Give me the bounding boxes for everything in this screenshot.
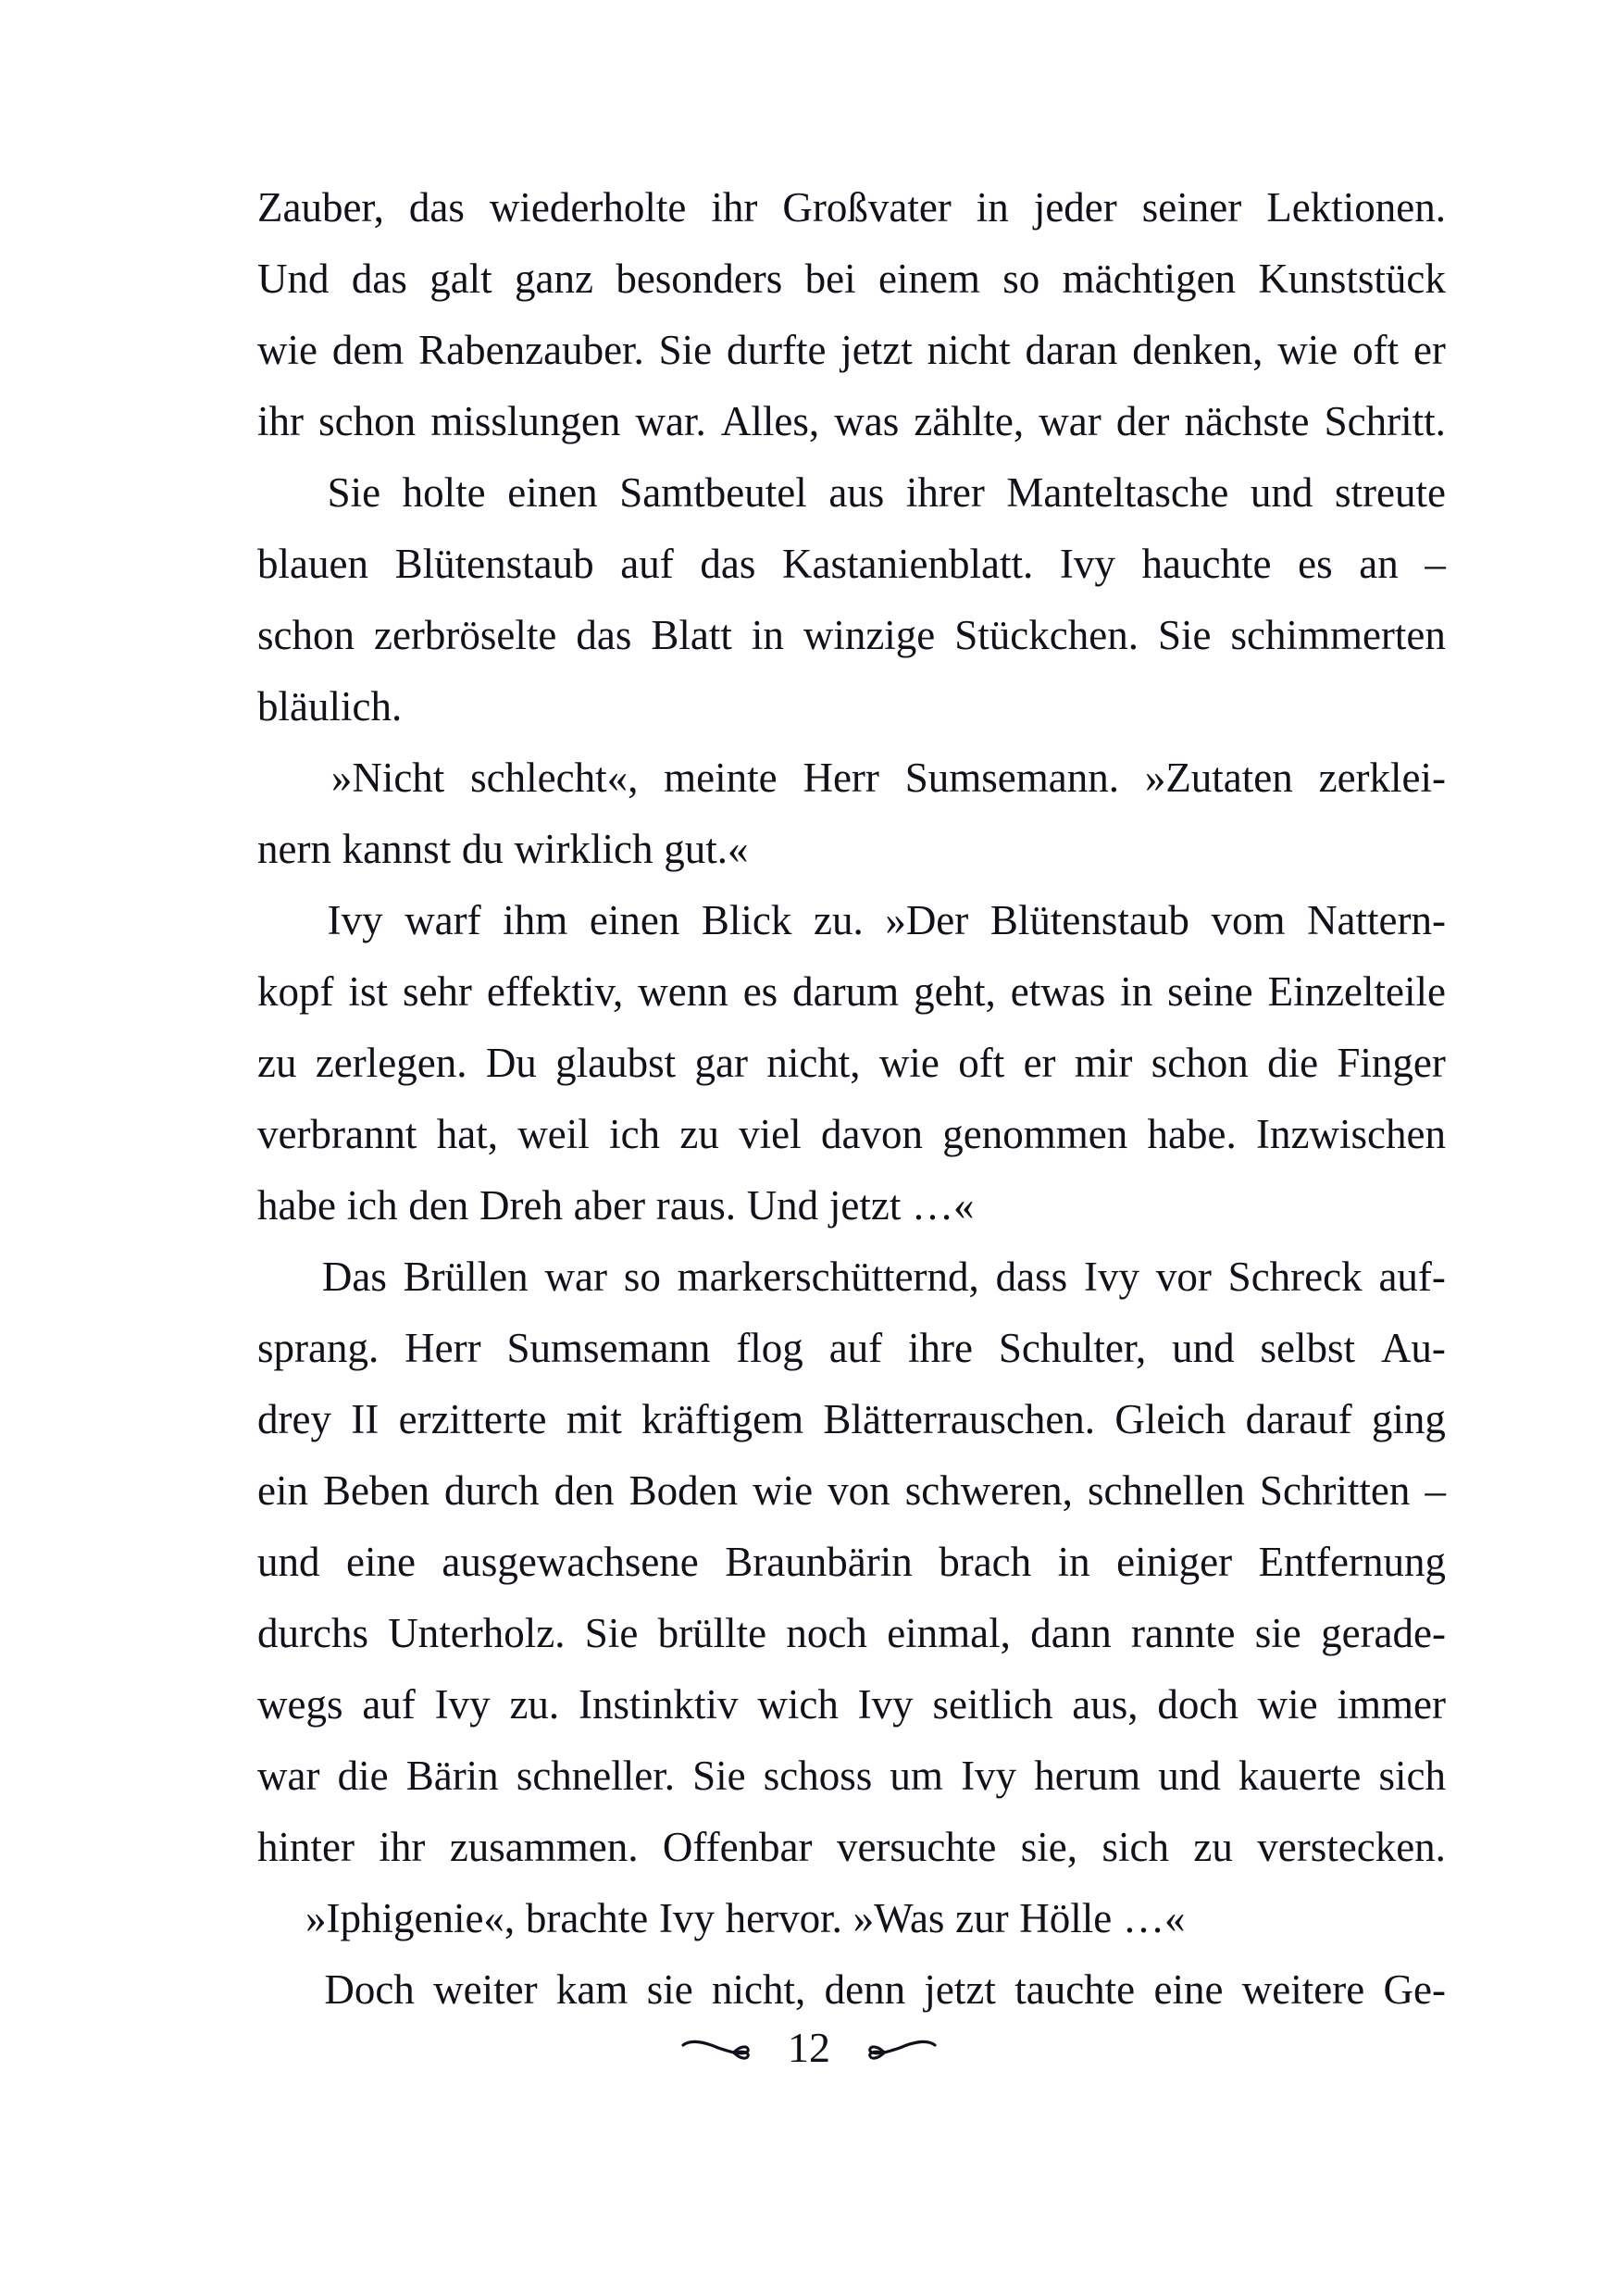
word: Schreck [1227,1254,1363,1300]
word: war [544,1254,607,1300]
word: Schritten [1259,1467,1411,1514]
word: zu [1193,1824,1233,1870]
word: denn [824,1966,906,2013]
word: Ivy [961,1753,1017,1799]
word: schimmerten [1230,612,1446,658]
word: kauerte [1238,1753,1362,1799]
word: Ivy [658,1895,715,1941]
word: kopf [257,968,334,1015]
word: Ivy [1083,1254,1139,1300]
paragraph [257,742,1446,885]
word: »Zutaten [1144,755,1293,801]
word: oft [1352,327,1400,373]
word: zu. [509,1681,560,1728]
word: noch [786,1610,867,1656]
word: dass [995,1254,1068,1300]
word: effektiv, [486,968,624,1015]
word: es [1298,541,1333,587]
text-line [257,742,1446,814]
word: einiger [1116,1539,1233,1585]
word: schlecht«, [470,755,639,801]
word: Einzelteile [1267,968,1446,1015]
word: Das [321,1254,387,1300]
word: durfte [727,327,827,373]
word: raus. [655,1182,736,1229]
word: hauchte [1141,541,1272,587]
word: den [408,1182,469,1229]
word: »Der [885,897,969,943]
text-line [257,529,1446,600]
word: Herr [404,1325,481,1371]
word: was [834,398,900,444]
text-line [257,1384,1446,1455]
word: Hölle [1019,1895,1113,1941]
flourish-swash-right-icon [865,2032,937,2064]
word: ausgewachsene [442,1539,699,1585]
word: Schritt. [1324,398,1446,444]
word: II [351,1396,380,1442]
text-line [257,1170,1446,1242]
word: schon [257,612,355,658]
word: Du [485,1040,537,1086]
word: Blütenstaub [989,897,1189,943]
word: das [408,184,465,231]
word: Beben [323,1467,429,1514]
word: verbrannt [257,1111,417,1157]
word: weiter [433,1966,538,2013]
page-footer [0,2024,1618,2069]
text-line [257,1242,1446,1313]
word: war. [635,398,706,444]
text-line [257,1741,1446,1812]
word: viel [739,1111,802,1157]
word: darauf [1245,1396,1352,1442]
word: ihrer [905,469,985,516]
text-line [257,315,1446,386]
word: Braunbärin [725,1539,913,1585]
word: jetzt [840,327,913,373]
text-line [257,885,1446,956]
word: schon [1151,1040,1249,1086]
text-line [257,1954,1446,2026]
text-line [257,1669,1446,1741]
word: Blätterrauschen. [823,1396,1096,1442]
word: ganz [515,256,593,302]
word: besonders [616,256,783,302]
word: habe. [1147,1111,1237,1157]
word: Bärin [405,1753,499,1799]
word: ist [348,968,388,1015]
word: das [351,256,407,302]
word: kam [555,1966,629,2013]
word: sich [1378,1753,1446,1799]
word: wiederholte [489,184,687,231]
word: war [257,1753,320,1799]
text-line [257,1527,1446,1598]
word: Brüllen [403,1254,529,1300]
word: zählte, [914,398,1025,444]
word: jetzt [828,1182,902,1229]
paragraph [257,1242,1446,1883]
word: er [1413,327,1446,373]
word: dann [1030,1610,1112,1656]
word: Herr [803,755,879,801]
word: Manteltasche [1006,469,1229,516]
text-line [257,671,1446,742]
word: einen [589,897,680,943]
word: sehr [402,968,472,1015]
word: ein [257,1467,308,1514]
word: gut.« [664,826,749,872]
word: der [1115,398,1170,444]
word: du [461,826,504,872]
word: weitere [1241,1966,1365,2013]
word: wenn [638,968,728,1015]
word: nicht [927,327,1011,373]
word: streute [1334,469,1446,516]
word: Schulter, [998,1325,1147,1371]
word: Ivy [327,897,383,943]
word: Und [257,256,330,302]
word: mit [566,1396,622,1442]
word: Entfernung [1258,1539,1446,1585]
paragraph [257,172,1446,457]
word: Sie [584,1610,639,1656]
word: Nattern- [1307,897,1446,943]
word: vom [1211,897,1286,943]
word: »Iphigenie«, [305,1895,516,1941]
word: einen [507,469,598,516]
word: er [1023,1040,1056,1086]
word: Inzwischen [1256,1111,1446,1157]
word: eine [345,1539,416,1585]
word: ging [1371,1396,1446,1442]
word: nicht, [766,1040,861,1086]
word: Offenbar [662,1824,813,1870]
word: und [257,1539,320,1585]
word: Kastanienblatt. [782,541,1034,587]
word: verstecken. [1257,1824,1446,1870]
word: jeder [1033,184,1117,231]
word: nächste [1184,398,1310,444]
word: Rabenzauber. [418,327,644,373]
word: Instinktiv [579,1681,739,1728]
word: Blatt [651,612,732,658]
word: hervor. [725,1895,842,1941]
word: schoss [763,1753,873,1799]
text-line [257,600,1446,671]
word: war [1039,398,1101,444]
word: gerade- [1321,1610,1446,1656]
text-line [257,386,1446,457]
word: – [1425,541,1446,587]
word: …« [912,1182,975,1229]
word: zu [679,1111,719,1157]
flourish-swash-left-icon [681,2032,753,2064]
paragraph [257,885,1446,1242]
word: ihm [503,897,568,943]
word: kannst [342,826,452,872]
word: Finger [1337,1040,1446,1086]
word: von [828,1467,890,1514]
word: schon [318,398,417,444]
word: wie [753,1467,814,1514]
word: Blütenstaub [394,541,594,587]
word: immer [1337,1681,1446,1728]
word: holte [402,469,486,516]
word: wie [878,1040,940,1086]
text-line [257,1313,1446,1384]
word: nicht, [712,1966,806,2013]
word: in [976,184,1009,231]
word: hinter [257,1824,355,1870]
word: nern [257,826,331,872]
word: vor [1155,1254,1212,1300]
word: markerschütternd, [677,1254,979,1300]
word: zerlegen. [315,1040,467,1086]
word: denken, [1132,327,1263,373]
word: zur [955,1895,1009,1941]
word: kräftigem [641,1396,804,1442]
word: das [576,612,632,658]
word: Alles, [720,398,820,444]
word: eine [1153,1966,1224,2013]
word: winzige [803,612,936,658]
text-line [257,956,1446,1028]
word: seiner [1141,184,1242,231]
word: – [1425,1467,1446,1514]
text-line [257,1598,1446,1669]
word: in [751,612,784,658]
word: die [337,1753,389,1799]
text-line [257,457,1446,529]
text-line [257,1099,1446,1170]
page-number: 12 [788,2023,830,2071]
word: Sie [692,1753,746,1799]
word: zu [257,1040,297,1086]
word: aber [573,1182,646,1229]
word: brüllte [657,1610,767,1656]
word: sie [646,1966,693,2013]
word: Boden [629,1467,739,1514]
word: auf [620,541,674,587]
word: galt [429,256,492,302]
paragraph [257,457,1446,742]
word: …« [1122,1895,1186,1941]
word: Kunststück [1258,256,1446,302]
word: hat, [436,1111,498,1157]
word: durchs [257,1610,368,1656]
word: um [890,1753,943,1799]
text-line [257,1455,1446,1527]
word: schneller. [516,1753,676,1799]
word: Ge- [1383,1966,1446,2013]
word: mir [1074,1040,1133,1086]
word: so [623,1254,661,1300]
word: flog [736,1325,803,1371]
word: warf [404,897,481,943]
word: Stückchen. [954,612,1139,658]
word: bei [804,256,856,302]
word: misslungen [430,398,621,444]
word: den [554,1467,615,1514]
word: und [1172,1325,1235,1371]
word: davon [820,1111,923,1157]
word: oft [958,1040,1005,1086]
word: Blick [701,897,792,943]
word: sie, [1020,1824,1078,1870]
word: etwas [1010,968,1106,1015]
word: Unterholz. [388,1610,566,1656]
word: Sie [658,327,713,373]
word: meinte [664,755,778,801]
word: Zauber, [257,184,384,231]
word: auf- [1378,1254,1446,1300]
word: geht, [914,968,996,1015]
word: ihr [257,398,304,444]
word: sie [1254,1610,1301,1656]
word: jetzt [924,1966,996,2013]
word: versuchte [836,1824,997,1870]
word: mächtigen [1062,256,1237,302]
word: und [1158,1753,1221,1799]
word: ihr [379,1824,426,1870]
word: das [700,541,756,587]
word: seine [1167,968,1253,1015]
word: Gleich [1114,1396,1226,1442]
word: es [742,968,778,1015]
word: einmal, [887,1610,1011,1656]
word: ich [346,1182,398,1229]
word: Ivy [1059,541,1115,587]
word: so [1002,256,1040,302]
word: Ivy [434,1681,491,1728]
word: Ivy [857,1681,914,1728]
word: sich [1101,1824,1169,1870]
word: Doch [324,1966,415,2013]
word: wie [1257,1681,1318,1728]
word: die [1267,1040,1319,1086]
word: Au- [1380,1325,1446,1371]
word: Sie [327,469,381,516]
text-line [257,243,1446,315]
word: glaubst [555,1040,677,1086]
word: rannte [1131,1610,1236,1656]
word: habe [257,1182,336,1229]
word: zerbröselte [373,612,557,658]
word: ich [609,1111,661,1157]
page-body-text [257,172,1446,2026]
word: brachte [525,1895,649,1941]
word: daran [1025,327,1118,373]
text-line [257,1028,1446,1099]
word: »Nicht [330,755,445,801]
word: brach [939,1539,1032,1585]
paragraph [257,1883,1446,1954]
word: sprang. [257,1325,380,1371]
word: an [1359,541,1399,587]
word: Sie [1157,612,1212,658]
word: erzitterte [398,1396,547,1442]
word: drey [257,1396,331,1442]
word: »Was [853,1895,945,1941]
word: Lektionen. [1266,184,1446,231]
word: schnellen [1087,1467,1245,1514]
word: ihre [908,1325,973,1371]
word: Sumsemann [506,1325,711,1371]
word: zerklei- [1318,755,1446,801]
word: wich [757,1681,839,1728]
word: dem [331,327,404,373]
word: Und [746,1182,819,1229]
word: in [1057,1539,1090,1585]
word: bläulich. [257,683,403,730]
word: schweren, [904,1467,1073,1514]
text-line [257,1812,1446,1883]
word: wirklich [514,826,653,872]
word: einem [877,256,980,302]
word: zusammen. [449,1824,639,1870]
word: herum [1034,1753,1141,1799]
word: Samtbeutel [619,469,807,516]
text-line [257,172,1446,243]
word: tauchte [1014,1966,1136,2013]
word: in [1120,968,1153,1015]
word: wie [257,327,317,373]
word: aus [828,469,885,516]
word: und [1250,469,1313,516]
word: genommen [942,1111,1128,1157]
word: aus, [1072,1681,1139,1728]
word: Großvater [782,184,952,231]
word: selbst [1260,1325,1356,1371]
word: darum [792,968,900,1015]
word: durch [444,1467,540,1514]
word: gar [694,1040,748,1086]
text-line [257,1883,1446,1954]
word: zu. [813,897,864,943]
word: weil [517,1111,590,1157]
word: Sumsemann. [904,755,1119,801]
word: wie [1277,327,1338,373]
word: blauen [257,541,368,587]
word: auf [828,1325,883,1371]
paragraph [257,1954,1446,2026]
word: doch [1157,1681,1238,1728]
word: Dreh [479,1182,563,1229]
word: auf [362,1681,416,1728]
word: ihr [711,184,758,231]
word: seitlich [932,1681,1053,1728]
text-line [257,814,1446,885]
word: wegs [257,1681,343,1728]
